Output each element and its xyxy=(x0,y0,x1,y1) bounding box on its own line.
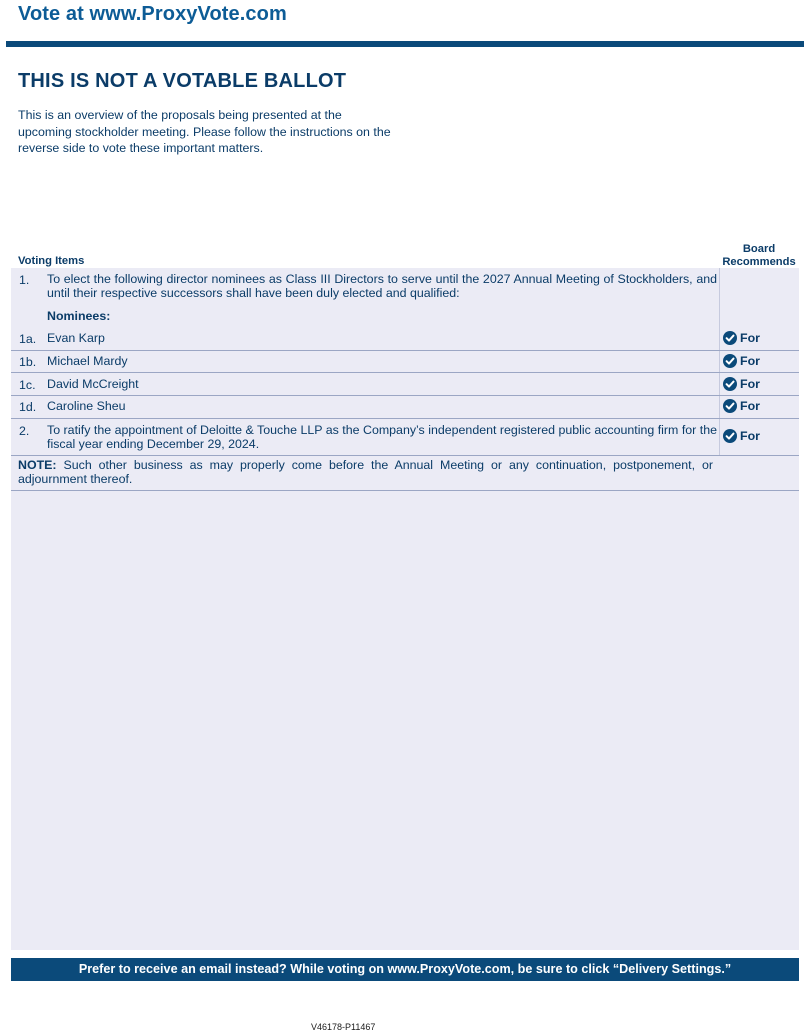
note-label: NOTE: xyxy=(18,458,57,472)
check-circle-icon xyxy=(723,377,737,391)
board-label-line2: Recommends xyxy=(722,256,796,268)
recommendation-text: For xyxy=(740,354,760,368)
recommendation-text: For xyxy=(740,429,760,443)
nominee-row-1c xyxy=(11,373,799,396)
board-recommendation xyxy=(723,354,760,368)
nominee-name: Caroline Sheu xyxy=(47,399,126,413)
recommendation-text: For xyxy=(740,331,760,345)
nominee-number: 1d. xyxy=(19,400,37,414)
recommendation-text: For xyxy=(740,377,760,391)
proposal-1 xyxy=(11,268,717,328)
document-code: V46178-P11467 xyxy=(311,1022,376,1032)
proxyvote-link[interactable]: Vote at www.ProxyVote.com xyxy=(18,3,287,25)
ballot-title: THIS IS NOT A VOTABLE BALLOT xyxy=(18,70,347,92)
board-recommends-header xyxy=(717,243,801,269)
nominee-row-1b xyxy=(11,351,799,373)
board-recommendation xyxy=(723,399,760,413)
proposal-2 xyxy=(11,419,799,456)
proposal-1-text: To elect the following director nominees as Class III Directors to serve until the 2027 Annual Meeting of Stockholders, and until their respective successors shall have been duly elected and qualified: xyxy=(47,272,717,300)
board-recommendation xyxy=(723,331,760,345)
board-recommendation xyxy=(723,377,760,391)
nominee-row-1a xyxy=(11,328,799,351)
nominee-number: 1a. xyxy=(19,332,37,346)
check-circle-icon xyxy=(723,429,737,443)
recommendation-text: For xyxy=(740,399,760,413)
nominee-number: 1b. xyxy=(19,355,37,369)
check-circle-icon xyxy=(723,399,737,413)
email-delivery-banner: Prefer to receive an email instead? While voting on www.ProxyVote.com, be sure to click “Delivery Settings.” xyxy=(11,958,799,981)
check-circle-icon xyxy=(723,331,737,345)
nominee-name: Michael Mardy xyxy=(47,354,128,368)
note-text xyxy=(18,459,713,486)
proposal-2-text: To ratify the appointment of Deloitte & Touche LLP as the Company’s independent registered public accounting firm for the fiscal year ending December 29, 2024. xyxy=(47,423,717,451)
header-divider xyxy=(6,41,804,47)
intro-text: This is an overview of the proposals being presented at the upcoming stockholder meeting. Please follow the instructions on the reverse side to vote these important matters. xyxy=(18,108,391,155)
note-body: Such other business as may properly come before the Annual Meeting or any continuation, postponement, or adjournment thereof. xyxy=(18,458,713,486)
proposal-2-number: 2. xyxy=(19,424,30,438)
board-recommendation xyxy=(723,429,760,443)
check-circle-icon xyxy=(723,354,737,368)
nominees-label: Nominees: xyxy=(47,309,111,323)
voting-items-header: Voting Items xyxy=(18,255,85,267)
nominee-name: David McCreight xyxy=(47,377,139,391)
nominee-name: Evan Karp xyxy=(47,331,105,345)
nominee-number: 1c. xyxy=(19,378,36,392)
note-row xyxy=(11,456,799,491)
nominee-row-1d xyxy=(11,396,799,419)
board-label-line1: Board xyxy=(742,243,776,255)
proposal-1-number: 1. xyxy=(19,273,30,287)
